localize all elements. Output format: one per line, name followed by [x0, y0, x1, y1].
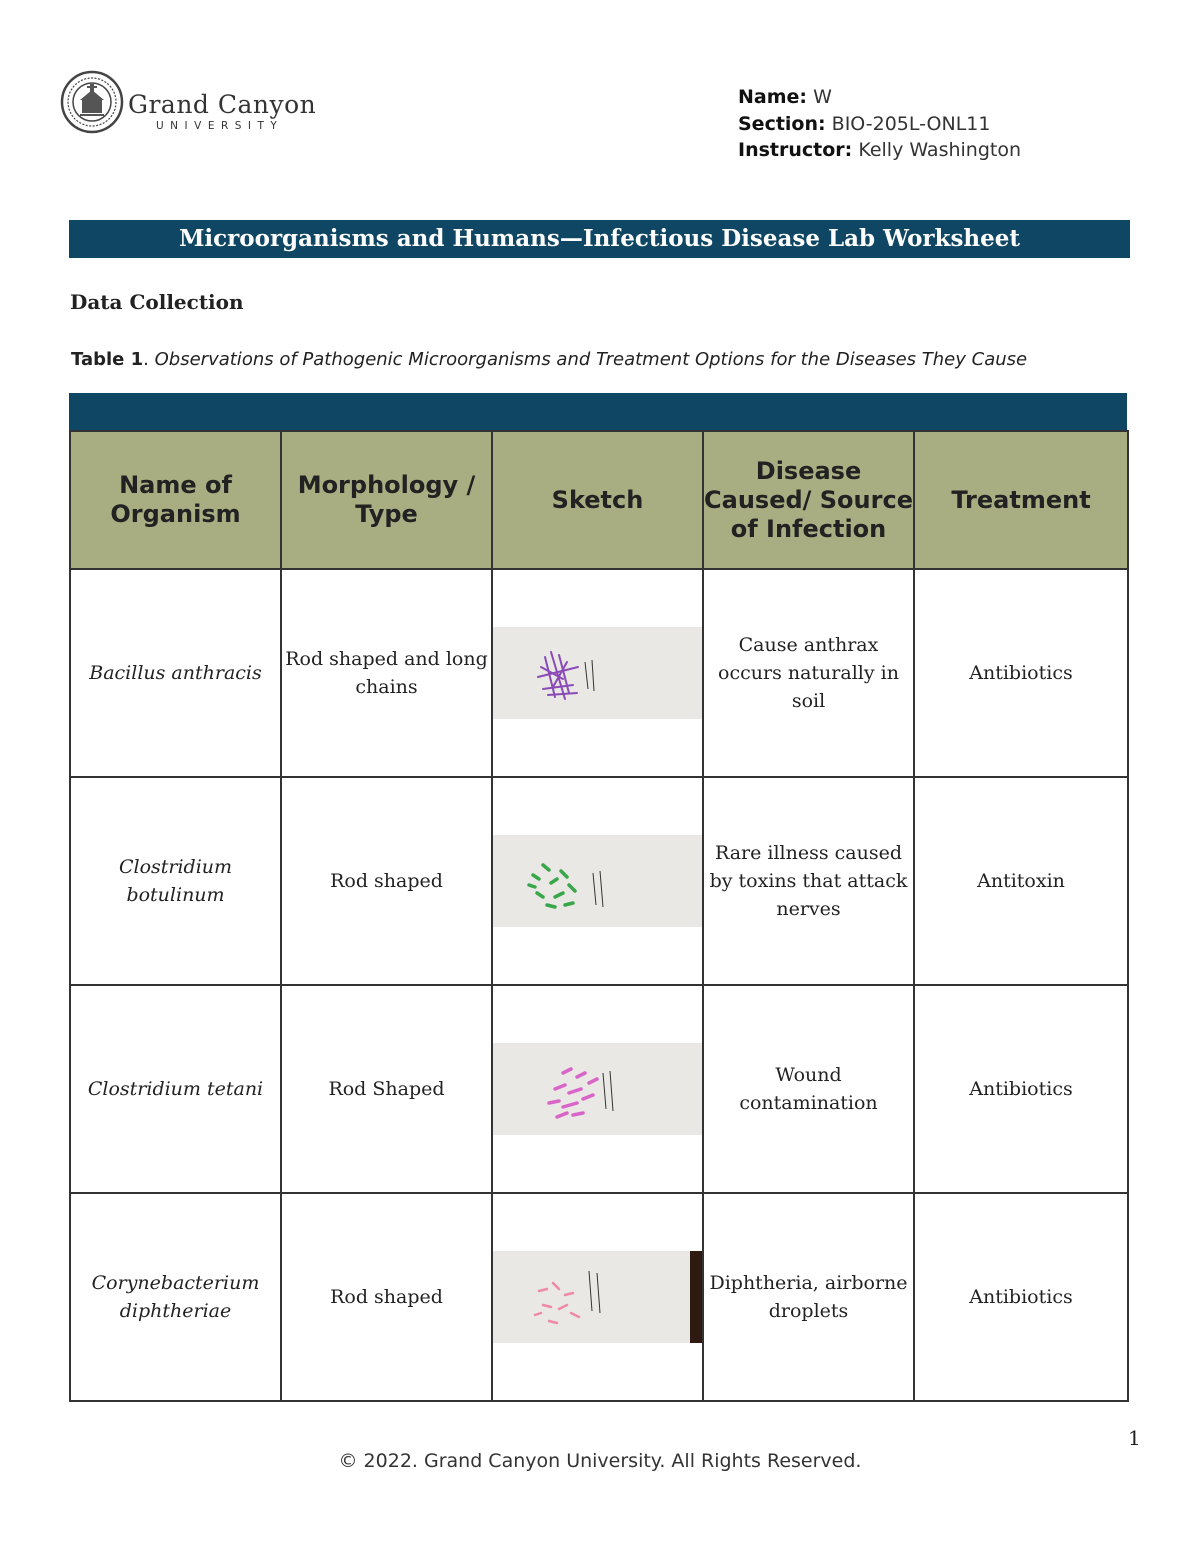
disease-cell: Rare illness caused by toxins that attack nerves	[703, 777, 914, 985]
sketch-image	[493, 1251, 702, 1343]
name-label: Name:	[738, 86, 808, 108]
header-disease: Disease Caused/ Source of Infection	[703, 431, 914, 569]
morphology-cell: Rod shaped and long chains	[281, 569, 492, 777]
header-organism: Name of Organism	[70, 431, 281, 569]
sketch-cell	[492, 985, 703, 1193]
morphology-cell: Rod shaped	[281, 1193, 492, 1401]
worksheet-title: Microorganisms and Humans—Infectious Disease Lab Worksheet	[69, 220, 1130, 258]
morphology-cell: Rod Shaped	[281, 985, 492, 1193]
name-line	[738, 84, 1021, 111]
caption-separator: .	[143, 349, 155, 370]
organism-cell: Clostridium tetani	[70, 985, 281, 1193]
table-row	[70, 777, 1128, 985]
sketch-image	[493, 627, 702, 719]
logo-wordmark: Grand Canyon	[128, 90, 317, 119]
disease-cell: Diphtheria, airborne droplets	[703, 1193, 914, 1401]
observations-table	[69, 430, 1129, 1402]
sketch-image	[493, 835, 702, 927]
table-row	[70, 569, 1128, 777]
sketch-cell	[492, 1193, 703, 1401]
organism-cell: Corynebacterium diphtheriae	[70, 1193, 281, 1401]
treatment-cell: Antitoxin	[914, 777, 1128, 985]
instructor-label: Instructor:	[738, 139, 853, 161]
logo-subtitle: UNIVERSITY	[156, 120, 284, 132]
section-line	[738, 111, 1021, 138]
treatment-cell: Antibiotics	[914, 1193, 1128, 1401]
name-value: W	[813, 86, 832, 108]
caption-label: Table 1	[71, 349, 144, 370]
caption-text: Observations of Pathogenic Microorganisms and Treatment Options for the Diseases They Cause	[154, 349, 1028, 370]
gcu-logo	[60, 70, 340, 138]
disease-cell: Cause anthrax occurs naturally in soil	[703, 569, 914, 777]
instructor-value: Kelly Washington	[858, 139, 1022, 161]
sketch-image	[493, 1043, 702, 1135]
university-seal-icon	[60, 70, 124, 134]
sketch-cell	[492, 777, 703, 985]
header-row	[70, 431, 1128, 569]
disease-cell: Wound contamination	[703, 985, 914, 1193]
copyright-footer: © 2022. Grand Canyon University. All Rights Reserved.	[338, 1450, 862, 1472]
section-label: Section:	[738, 112, 826, 135]
sketch-cell	[492, 569, 703, 777]
table-row	[70, 985, 1128, 1193]
page-number: 1	[1128, 1426, 1141, 1450]
organism-cell: Bacillus anthracis	[70, 569, 281, 777]
header-treatment: Treatment	[914, 431, 1128, 569]
section-value: BIO-205L-ONL11	[831, 112, 991, 135]
instructor-line	[738, 137, 1021, 164]
student-info	[738, 84, 1021, 164]
organism-cell: Clostridium botulinum	[70, 777, 281, 985]
table-caption	[71, 349, 1027, 370]
treatment-cell: Antibiotics	[914, 569, 1128, 777]
header-morphology: Morphology / Type	[281, 431, 492, 569]
table-row	[70, 1193, 1128, 1401]
table-top-bar	[69, 393, 1127, 431]
section-heading: Data Collection	[70, 290, 244, 314]
morphology-cell: Rod shaped	[281, 777, 492, 985]
header-sketch: Sketch	[492, 431, 703, 569]
treatment-cell: Antibiotics	[914, 985, 1128, 1193]
